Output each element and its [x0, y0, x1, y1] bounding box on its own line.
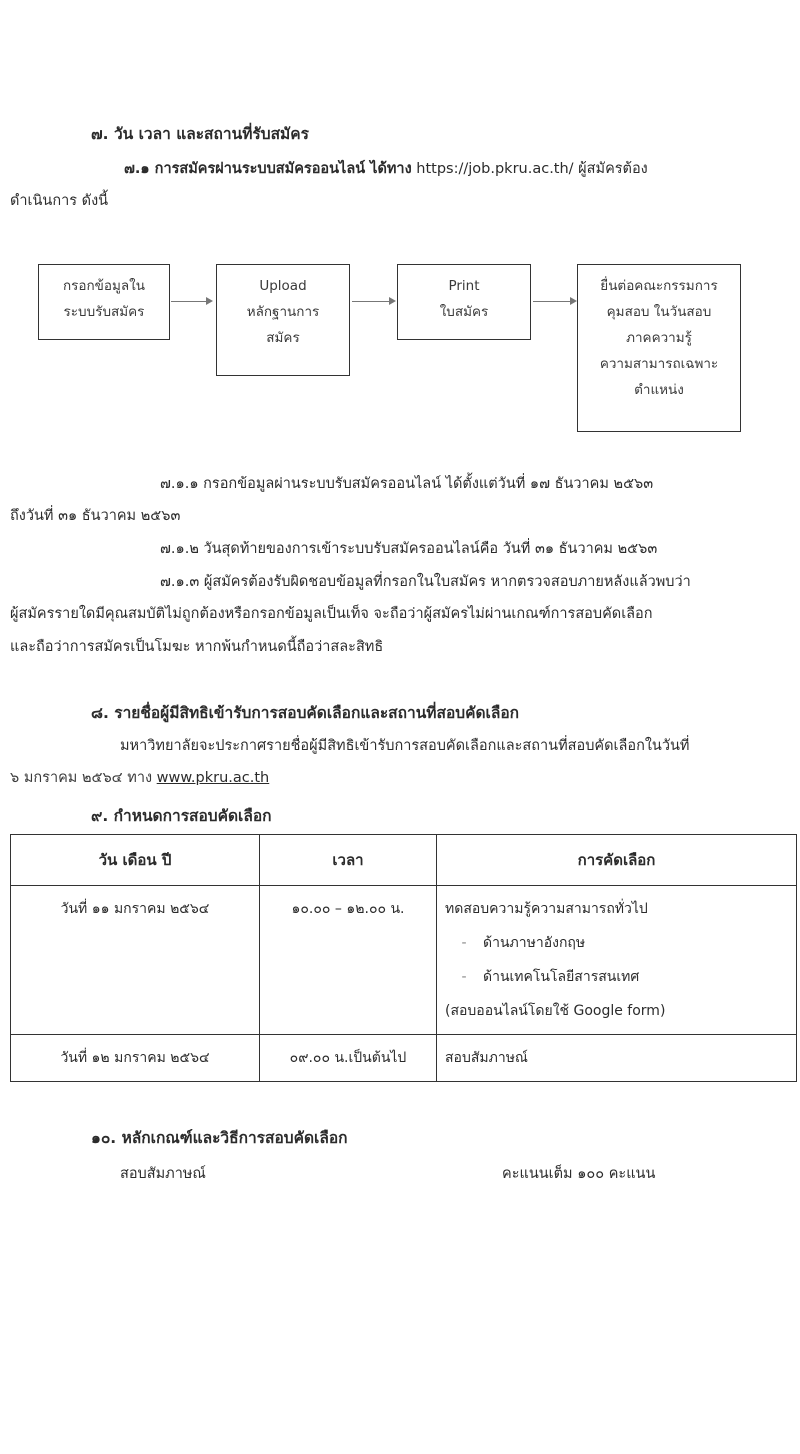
row1-activity-line3: [445, 960, 788, 994]
flow-step-upload-line2: หลักฐานการ: [246, 304, 320, 320]
row2-activity: สอบสัมภาษณ์: [437, 1035, 797, 1082]
flow-step-print-line1: Print: [448, 278, 480, 294]
row1-activity-line4: (สอบออนไลน์โดยใช้ Google form): [445, 1003, 666, 1019]
flow-step-fill-form-line2: ระบบรับสมัคร: [63, 304, 145, 320]
row1-activity: [437, 886, 797, 1035]
para-7-1-1-line2: ถึงวันที่ ๓๑ ธันวาคม ๒๕๖๓: [10, 508, 181, 524]
application-url: https://job.pkru.ac.th/ ผู้สมัครต้อง: [416, 161, 648, 177]
header-date: วัน เดือน ปี: [11, 835, 260, 886]
section-7-1-line: [124, 157, 648, 180]
row1-activity-line1: ทดสอบความรู้ความสามารถทั่วไป: [445, 901, 648, 917]
section-7-1-continuation: ดำเนินการ ดังนี้: [10, 193, 109, 209]
row2-time: ๐๙.๐๐ น.เป็นต้นไป: [260, 1035, 437, 1082]
flow-step-upload-line3: สมัคร: [266, 330, 300, 346]
para-7-1-1-line1: ๗.๑.๑ กรอกข้อมูลผ่านระบบรับสมัครออนไลน์ ได้ตั้งแต่วันที่ ๑๗ ธันวาคม ๒๕๖๓: [160, 476, 654, 492]
flow-step-fill-form-line1: กรอกข้อมูลใน: [62, 278, 146, 294]
header-selection: การคัดเลือก: [437, 835, 797, 886]
flow-step-print: [397, 264, 531, 340]
flow-arrow-1: [171, 301, 211, 302]
table-row: [11, 1035, 797, 1082]
para-7-1-3-line1: ๗.๑.๓ ผู้สมัครต้องรับผิดชอบข้อมูลที่กรอกในใบสมัคร หากตรวจสอบภายหลังแล้วพบว่า: [160, 574, 691, 590]
flow-step-upload-line1: Upload: [259, 278, 307, 294]
flow-step-submit-line1: ยื่นต่อคณะกรรมการ: [600, 278, 718, 294]
full-score: คะแนนเต็ม ๑๐๐ คะแนน: [502, 1166, 656, 1182]
exam-schedule-table: [10, 834, 797, 1082]
section-9-heading: ๙. กำหนดการสอบคัดเลือก: [91, 807, 272, 825]
table-header-row: [11, 835, 797, 886]
row2-date: วันที่ ๑๒ มกราคม ๒๕๖๔: [11, 1035, 260, 1082]
row1-time: ๑๐.๐๐ – ๑๒.๐๐ น.: [260, 886, 437, 1035]
para-7-1-2: ๗.๑.๒ วันสุดท้ายของการเข้าระบบรับสมัครออนไลน์คือ วันที่ ๓๑ ธันวาคม ๒๕๖๓: [160, 541, 658, 557]
section-7-1-title: ๗.๑ การสมัครผ่านระบบสมัครออนไลน์ ได้ทาง: [124, 161, 412, 177]
flow-step-submit-line4: ความสามารถเฉพาะ: [599, 356, 719, 372]
para-7-1-3-line2: ผู้สมัครรายใดมีคุณสมบัติไม่ถูกต้องหรือกรอกข้อมูลเป็นเท็จ จะถือว่าผู้สมัครไม่ผ่านเกณฑ์การสอบคัดเลือก: [10, 606, 653, 622]
pkru-website-link[interactable]: www.pkru.ac.th: [156, 770, 270, 786]
it-skill-label: ด้านเทคโนโลยีสารสนเทศ: [483, 969, 640, 985]
section-8-line2: [10, 766, 269, 789]
para-7-1-3-line3: และถือว่าการสมัครเป็นโมฆะ หากพ้นกำหนดนี้ถือว่าสละสิทธิ: [10, 639, 384, 655]
row1-activity-line2: [445, 926, 788, 960]
flow-arrow-2: [352, 301, 394, 302]
bullet-dash: -: [461, 969, 467, 985]
row1-date: วันที่ ๑๑ มกราคม ๒๕๖๔: [11, 886, 260, 1035]
table-row: [11, 886, 797, 1035]
flow-step-submit-line2: คุมสอบ ในวันสอบ: [606, 304, 712, 320]
section-10-heading: ๑๐. หลักเกณฑ์และวิธีการสอบคัดเลือก: [91, 1129, 348, 1147]
flow-arrow-3: [533, 301, 575, 302]
flow-step-submit-line3: ภาคความรู้: [626, 330, 692, 346]
section-7-heading: ๗. วัน เวลา และสถานที่รับสมัคร: [91, 125, 309, 143]
flow-step-fill-form: [38, 264, 170, 340]
flow-step-print-line2: ใบสมัคร: [439, 304, 489, 320]
english-skill-label: ด้านภาษาอังกฤษ: [483, 935, 586, 951]
flow-step-submit-line5: ตำแหน่ง: [634, 382, 684, 398]
section-8-line1: มหาวิทยาลัยจะประกาศรายชื่อผู้มีสิทธิเข้ารับการสอบคัดเลือกและสถานที่สอบคัดเลือกในวันที่: [120, 738, 690, 754]
announcement-date: ๖ มกราคม ๒๕๖๔ ทาง: [10, 770, 153, 786]
bullet-dash: -: [461, 935, 467, 951]
flow-step-submit: [577, 264, 741, 432]
flow-step-upload: [216, 264, 350, 376]
header-time: เวลา: [260, 835, 437, 886]
interview-item: สอบสัมภาษณ์: [120, 1166, 206, 1182]
section-8-heading: ๘. รายชื่อผู้มีสิทธิเข้ารับการสอบคัดเลือกและสถานที่สอบคัดเลือก: [91, 704, 520, 722]
